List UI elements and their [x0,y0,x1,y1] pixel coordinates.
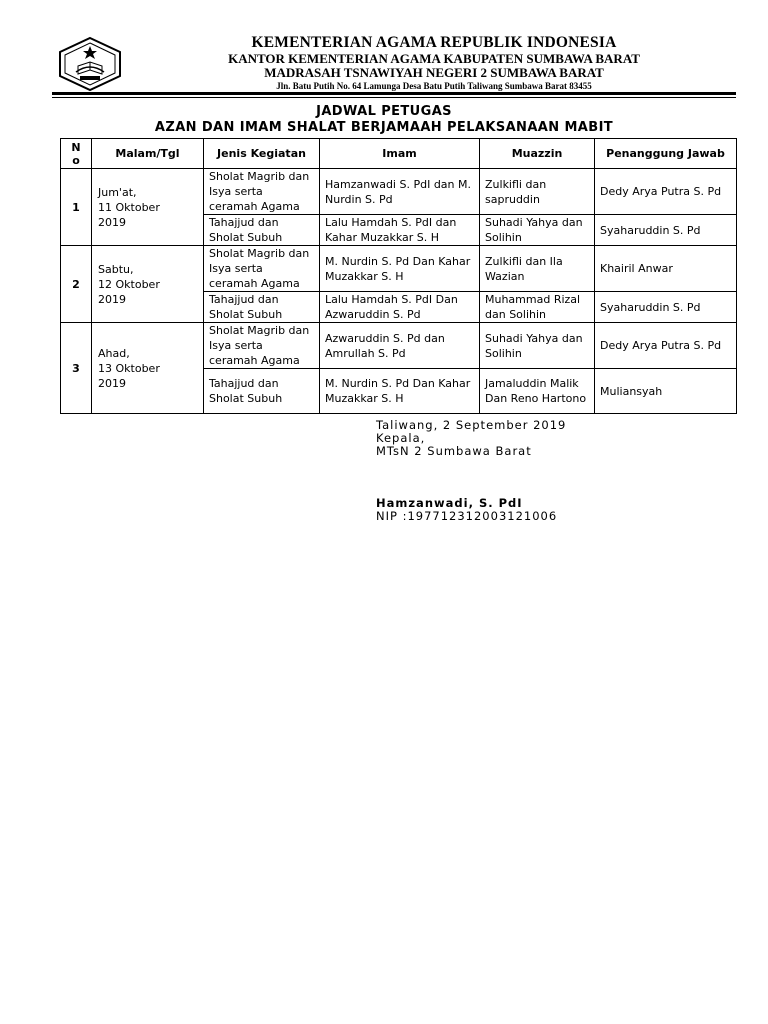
letterhead-office: KANTOR KEMENTERIAN AGAMA KABUPATEN SUMBAWA BARAT [228,51,640,66]
cell-kegiatan: Tahajjud dan Sholat Subuh [204,292,320,323]
row-number: 2 [61,246,92,323]
header-muazzin: Muazzin [480,139,595,169]
row-date: Sabtu, 12 Oktober 2019 [92,246,204,323]
document-title [60,104,708,136]
cell-kegiatan: Sholat Magrib dan Isya serta ceramah Agama [204,246,320,292]
row-date: Jum'at, 11 Oktober 2019 [92,169,204,246]
kemenag-emblem-icon [56,36,124,92]
table-row [61,169,737,215]
document-title-line1: JADWAL PETUGAS [316,104,452,119]
row-date: Ahad, 13 Oktober 2019 [92,323,204,414]
table-row [61,246,737,292]
cell-penanggung-jawab: Syaharuddin S. Pd [595,215,737,246]
cell-penanggung-jawab: Dedy Arya Putra S. Pd [595,169,737,215]
table-row [61,323,737,369]
header-no-label: N o [71,140,81,167]
cell-kegiatan: Tahajjud dan Sholat Subuh [204,215,320,246]
cell-muazzin: Muhammad Rizal dan Solihin [480,292,595,323]
header-imam: Imam [320,139,480,169]
row-number: 1 [61,169,92,246]
letterhead-address: Jln. Batu Putih No. 64 Lamunga Desa Batu Putih Taliwang Sumbawa Barat 83455 [276,81,592,91]
cell-imam: M. Nurdin S. Pd Dan Kahar Muzakkar S. H [320,369,480,414]
signature-space [376,458,736,497]
letterhead-ministry: KEMENTERIAN AGAMA REPUBLIK INDONESIA [251,34,617,51]
cell-kegiatan: Sholat Magrib dan Isya serta ceramah Agama [204,323,320,369]
signature-block [376,419,736,523]
cell-penanggung-jawab: Khairil Anwar [595,246,737,292]
cell-penanggung-jawab: Muliansyah [595,369,737,414]
signature-place-date: Taliwang, 2 September 2019 [376,418,567,432]
header-penanggung-jawab: Penanggung Jawab [595,139,737,169]
document-title-line2: AZAN DAN IMAM SHALAT BERJAMAAH PELAKSANAAN MABIT [154,120,614,135]
letterhead-divider-thick [52,92,736,95]
header-jenis-kegiatan: Jenis Kegiatan [204,139,320,169]
signature-nip: NIP :197712312003121006 [376,509,558,523]
letterhead-divider-thin [52,97,736,98]
header-no [61,139,92,169]
cell-kegiatan: Sholat Magrib dan Isya serta ceramah Agama [204,169,320,215]
letterhead-school: MADRASAH TSNAWIYAH NEGERI 2 SUMBAWA BARAT [264,65,604,80]
signature-institution: MTsN 2 Sumbawa Barat [376,444,532,458]
header-malam-tgl: Malam/Tgl [92,139,204,169]
cell-penanggung-jawab: Dedy Arya Putra S. Pd [595,323,737,369]
cell-imam: M. Nurdin S. Pd Dan Kahar Muzakkar S. H [320,246,480,292]
cell-muazzin: Jamaluddin Malik Dan Reno Hartono [480,369,595,414]
row-number: 3 [61,323,92,414]
signature-name: Hamzanwadi, S. PdI [376,496,523,510]
cell-muazzin: Zulkifli dan Ila Wazian [480,246,595,292]
cell-imam: Lalu Hamdah S. PdI Dan Azwaruddin S. Pd [320,292,480,323]
schedule-table [60,138,737,414]
table-header-row [61,139,737,169]
cell-muazzin: Zulkifli dan sapruddin [480,169,595,215]
cell-imam: Azwaruddin S. Pd dan Amrullah S. Pd [320,323,480,369]
signature-position: Kepala, [376,431,426,445]
cell-muazzin: Suhadi Yahya dan Solihin [480,215,595,246]
letterhead [52,34,736,98]
cell-imam: Lalu Hamdah S. PdI dan Kahar Muzakkar S. H [320,215,480,246]
cell-kegiatan: Tahajjud dan Sholat Subuh [204,369,320,414]
cell-imam: Hamzanwadi S. PdI dan M. Nurdin S. Pd [320,169,480,215]
cell-penanggung-jawab: Syaharuddin S. Pd [595,292,737,323]
cell-muazzin: Suhadi Yahya dan Solihin [480,323,595,369]
